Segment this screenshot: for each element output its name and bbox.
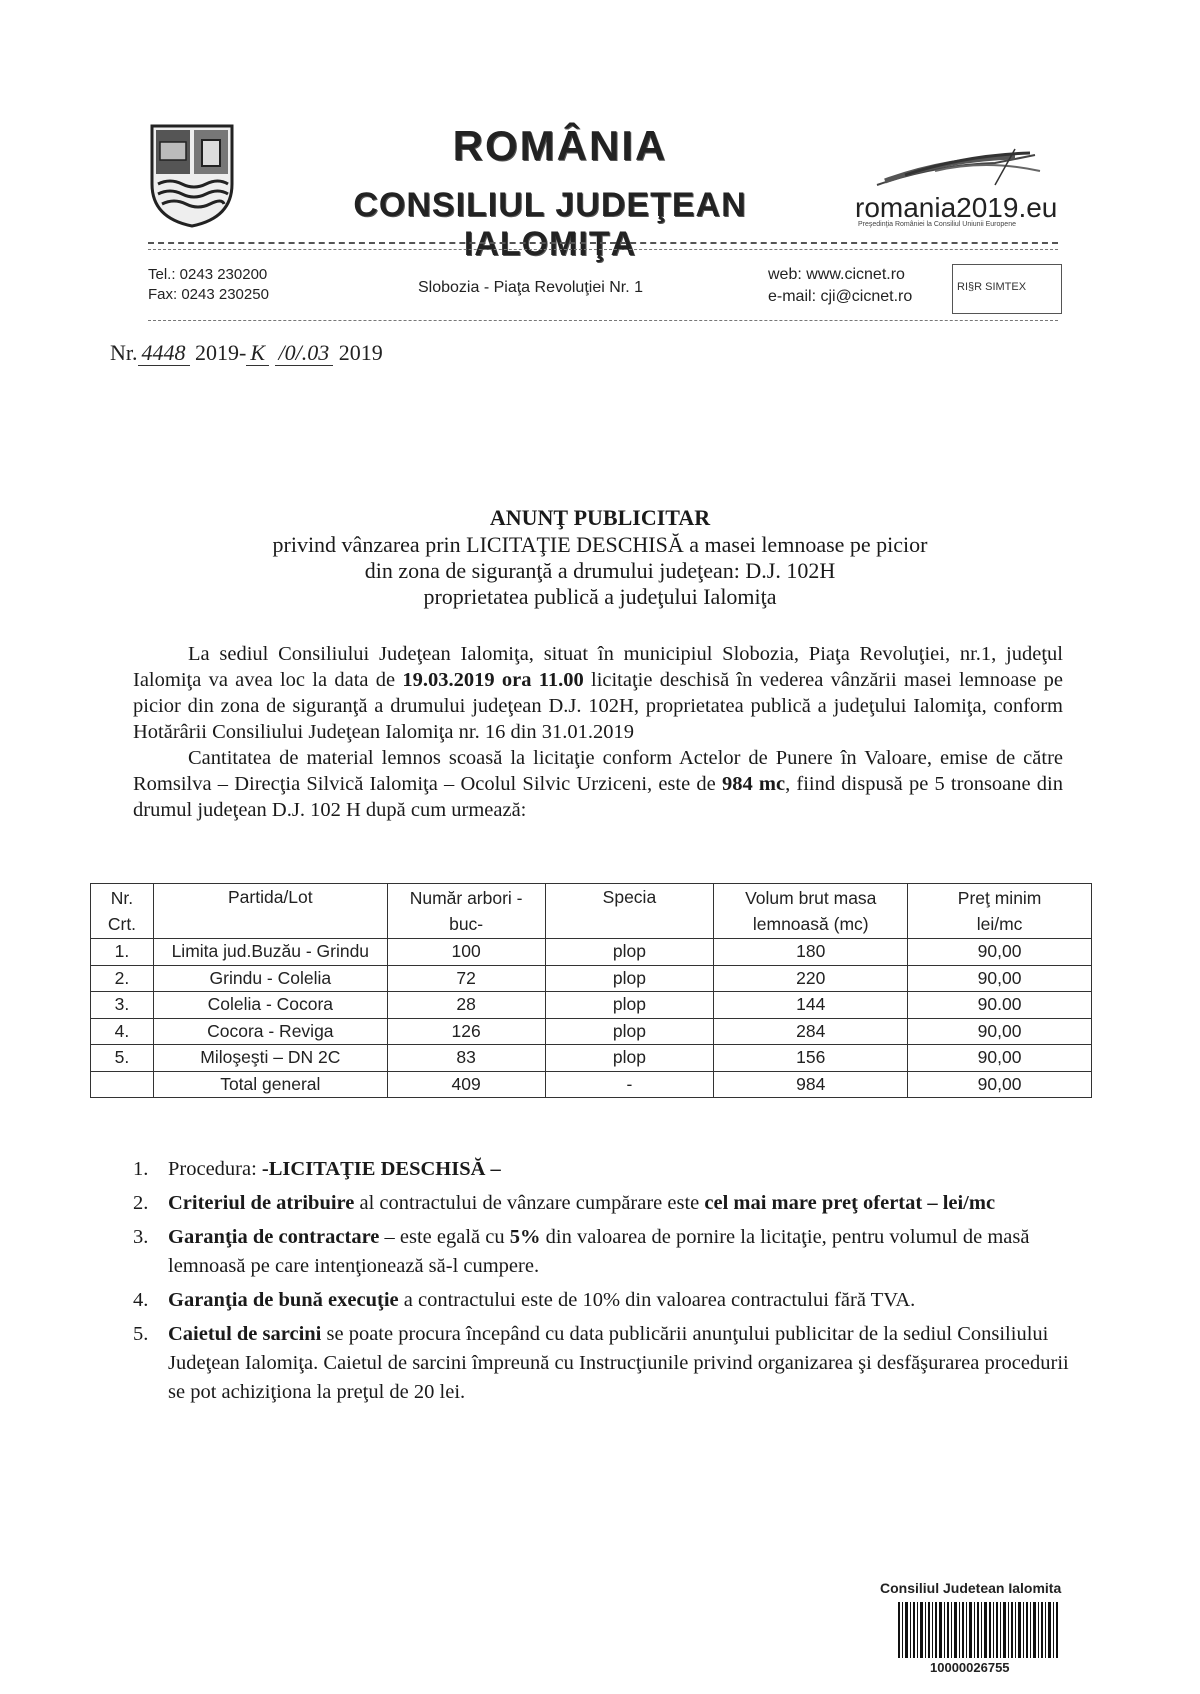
header-text: Nr. (110, 888, 134, 908)
para2-text-start: Cantitatea de material lemnos scoasă la licitaţie conform Actelor de Punere în Valoare, emise de către Romsilva – Direcţia Silvică Ialomiţa – Ocolul Silvic Urziceni, este de (133, 747, 1063, 795)
table-row (91, 939, 1092, 966)
para2-text-end: , fiind dispusă pe 5 tronsoane din drumul judeţean D.J. 102 H după cum urmează: (133, 773, 1064, 821)
list-item-text: se poate procura începând cu data publicării anunţului publicitar de la sediul Consiliului Judeţean Ialomiţa. Caietul de sarcini împreună cu Instrucţiunile privind organizarea şi desfăşurarea procedurii se pot achiziţiona la preţul de 20 lei. (168, 1323, 1069, 1403)
list-item-number: 2. (133, 1192, 149, 1214)
cell-volume: 984 (714, 1071, 908, 1098)
cell-volume: 284 (714, 1018, 908, 1045)
registration-year: 2019 (338, 340, 383, 365)
column-header-volume (714, 884, 908, 939)
list-item-emphasis: -LICITAŢIE DESCHISĂ – (261, 1158, 501, 1180)
announcement-subtitle-line-2: din zona de siguranţă a drumului judeţean: D.J. 102H (364, 558, 836, 583)
announcement-subtitle-line-3: proprietatea publică a judeţului Ialomiţa (423, 584, 777, 609)
cell-volume: 180 (714, 939, 908, 966)
cell-trees: 126 (387, 1018, 545, 1045)
cell-nr: 2. (91, 965, 154, 992)
cell-lot: Cocora - Reviga (153, 1018, 387, 1045)
header-text: Preţ minim (957, 888, 1042, 908)
cell-species: plop (545, 992, 714, 1019)
barcode-label: Consiliul Judetean Ialomita (880, 1580, 1062, 1596)
cell-species: plop (545, 939, 714, 966)
registration-handwritten-date: /0/.03 (275, 340, 334, 366)
certification-logo-text: RI§R SIMTEX (957, 281, 1027, 293)
contact-telephone: Tel.: 0243 230200 (148, 266, 268, 283)
column-header-species (545, 884, 714, 939)
registration-number (110, 340, 383, 366)
table-header-row (91, 884, 1092, 939)
list-item-heading: Caietul de sarcini (168, 1323, 322, 1345)
list-item-emphasis: cel mai mare preţ ofertat – lei/mc (704, 1192, 996, 1214)
list-item-number: 4. (133, 1289, 149, 1311)
cell-nr: 1. (91, 939, 154, 966)
cell-trees: 100 (387, 939, 545, 966)
list-item-number: 3. (133, 1226, 149, 1248)
county-coat-of-arms-logo (148, 122, 236, 228)
cell-volume: 144 (714, 992, 908, 1019)
contact-address: Slobozia - Piaţa Revoluţiei Nr. 1 (418, 279, 643, 296)
header-title-council: CONSILIUL JUDEŢEAN IALOMIŢA (353, 186, 747, 263)
list-item-heading: Criteriul de atribuire (168, 1192, 355, 1214)
announcement-title: ANUNŢ PUBLICITAR (489, 505, 711, 530)
romania2019-logo-text: romania2019.eu (855, 192, 1058, 223)
cell-price: 90,00 (908, 939, 1092, 966)
auction-date-time: 19.03.2019 ora 11.00 (402, 669, 584, 691)
cell-price: 90,00 (908, 1071, 1092, 1098)
cell-nr: 5. (91, 1045, 154, 1072)
barcode-icon (898, 1602, 1060, 1658)
header-text: lei/mc (976, 914, 1023, 934)
cell-price: 90,00 (908, 965, 1092, 992)
list-item (133, 1286, 1078, 1315)
total-quantity: 984 mc (721, 773, 786, 795)
list-item-text-end: din valoarea de pornire la licitaţie, pentru volumul de masă lemnoasă pe care intenţionează să-l cumpere. (168, 1226, 1030, 1277)
table-total-row (91, 1071, 1092, 1098)
romania2019-swoosh-logo (875, 145, 1045, 193)
paragraph-auction-details (133, 641, 1063, 745)
table-row (91, 1018, 1092, 1045)
header-text: Număr arbori - (409, 888, 523, 908)
header-text: Crt. (107, 914, 137, 934)
barcode-number: 10000026755 (930, 1660, 1010, 1675)
list-item (133, 1223, 1078, 1281)
cell-nr: 4. (91, 1018, 154, 1045)
header-text: Partida/Lot (228, 887, 313, 907)
registration-handwritten-number: 4448 (138, 340, 190, 366)
cell-trees: 409 (387, 1071, 545, 1098)
list-item-number: 5. (133, 1323, 149, 1345)
cell-trees: 83 (387, 1045, 545, 1072)
column-header-price (908, 884, 1092, 939)
para1-text-start: La sediul Consiliului Judeţean Ialomiţa, situat în municipiul Slobozia, Piaţa Revoluţiei, nr.1, judeţul Ialomiţa va avea loc la data de (133, 643, 1063, 691)
list-item (133, 1155, 1078, 1184)
cell-price: 90.00 (908, 992, 1092, 1019)
cell-lot: Miloşeşti – DN 2C (153, 1045, 387, 1072)
cell-lot: Colelia - Cocora (153, 992, 387, 1019)
list-item-text: Procedura: (168, 1158, 262, 1180)
header-text: Volum brut masa (745, 888, 877, 908)
list-item-heading: Garanţia de bună execuţie (168, 1289, 399, 1311)
registration-mid: 2019- (195, 340, 247, 365)
column-header-nr (91, 884, 154, 939)
cell-lot: Grindu - Colelia (153, 965, 387, 992)
announcement-subtitle-line-1: privind vânzarea prin LICITAŢIE DESCHISĂ a masei lemnoase pe picior (272, 532, 928, 557)
cell-nr (91, 1071, 154, 1098)
list-item-heading: Garanţia de contractare (168, 1226, 380, 1248)
cell-species: plop (545, 965, 714, 992)
cell-trees: 72 (387, 965, 545, 992)
column-header-lot (153, 884, 387, 939)
para1-text-end: licitaţie deschisă în vederea vânzării masei lemnoase pe picior din zona de siguranţă a drumului judeţean D.J. 102H, proprietatea publică a judeţului Ialomiţa, conform Hotărârii Consiliului Judeţean Ialomiţa nr. 16 din 31.01.2019 (133, 669, 1063, 743)
table-row (91, 1045, 1092, 1072)
cell-volume: 220 (714, 965, 908, 992)
contact-website: web: www.cicnet.ro (768, 266, 905, 283)
header-divider (148, 242, 1058, 244)
cell-species: plop (545, 1045, 714, 1072)
lots-table (90, 883, 1092, 1098)
list-item (133, 1320, 1078, 1407)
list-item-emphasis: 5% (509, 1226, 541, 1248)
cell-volume: 156 (714, 1045, 908, 1072)
cell-species: plop (545, 1018, 714, 1045)
contact-divider (148, 320, 1058, 321)
romania2019-logo-subtext: Preşedinţia României la Consiliul Uniunii Europene (858, 221, 1016, 228)
cell-price: 90,00 (908, 1018, 1092, 1045)
registration-handwritten-code: K (246, 340, 269, 366)
header-title-country: ROMÂNIA (452, 122, 668, 169)
header-text: Specia (602, 887, 657, 907)
header-divider-thin (148, 249, 1058, 250)
registration-prefix: Nr. (110, 340, 138, 365)
header-text: buc- (449, 914, 484, 934)
list-item-number: 1. (133, 1158, 149, 1180)
header-text: lemnoasă (mc) (752, 914, 869, 934)
certification-logo (952, 264, 1062, 314)
list-item-text: al contractului de vânzare cumpărare este (354, 1192, 705, 1214)
table-row (91, 992, 1092, 1019)
cell-lot: Total general (153, 1071, 387, 1098)
cell-species: - (545, 1071, 714, 1098)
list-item-text: – este egală cu (379, 1226, 510, 1248)
contact-email: e-mail: cji@cicnet.ro (768, 288, 913, 305)
cell-price: 90,00 (908, 1045, 1092, 1072)
cell-trees: 28 (387, 992, 545, 1019)
column-header-trees (387, 884, 545, 939)
cell-nr: 3. (91, 992, 154, 1019)
list-item-text: a contractului este de 10% din valoarea contractului fără TVA. (398, 1289, 916, 1311)
conditions-list (133, 1155, 1078, 1412)
table-row (91, 965, 1092, 992)
list-item (133, 1189, 1078, 1218)
contact-fax: Fax: 0243 230250 (148, 286, 269, 303)
paragraph-quantity-details (133, 745, 1063, 823)
cell-lot: Limita jud.Buzău - Grindu (153, 939, 387, 966)
